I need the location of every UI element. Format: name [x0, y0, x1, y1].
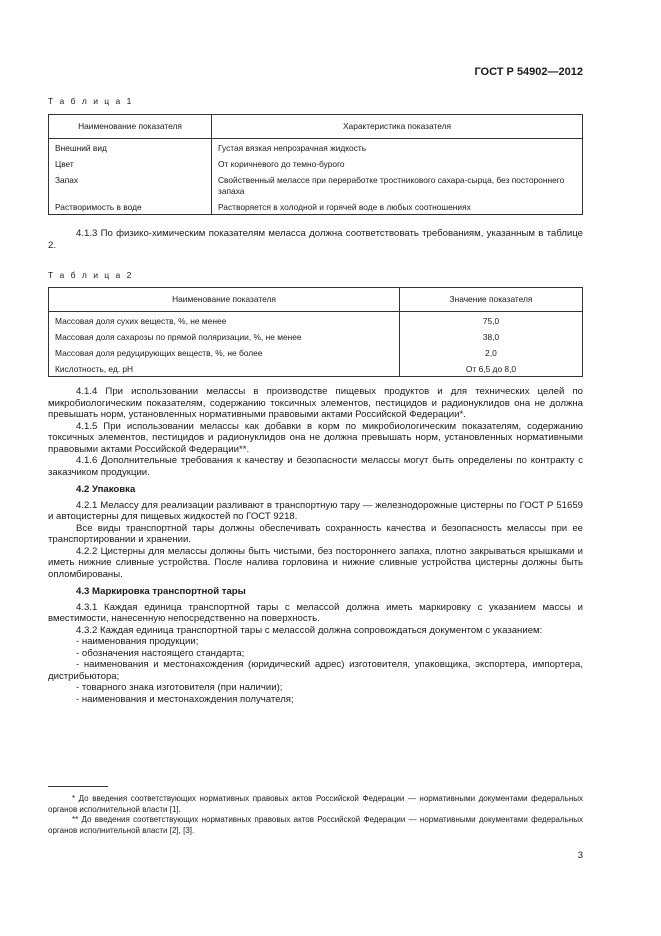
table2-cell: Массовая доля редуцирующих веществ, %, не более — [49, 344, 400, 360]
page-number: 3 — [577, 850, 583, 861]
table1-cell: Запах — [49, 171, 212, 198]
paragraph-4-2-1: 4.2.1 Мелассу для реализации разливают в транспортную тару — железнодорожные цистерны по ГОСТ Р 51659 и автоцистерны для пищевых жидкостей по ГОСТ 9218. — [48, 499, 583, 522]
paragraph-4-1-4: 4.1.4 При использовании мелассы в производстве пищевых продуктов и для технических целей по микробиологическим показателям, содержанию токсичных элементов, пестицидов и радионуклидов она не должна превышать норм, установленных нормативными правовыми актами Российской Федерации*. — [48, 386, 583, 420]
paragraph-4-2-2: 4.2.2 Цистерны для мелассы должны быть чистыми, без постороннего запаха, плотно закрываться крышками и иметь нижние сливные устройства. После налива горловина и нижние сливные устройства цистерны должны быть опломбированы. — [48, 545, 583, 580]
paragraph-4-1-5: 4.1.5 При использовании мелассы как добавки в корм по микробиологическим показателям, содержанию токсичных элементов, пестицидов и радионуклидов она не должна превышать норм, установленных нормативными правовыми актами Российской Федерации**. — [48, 420, 583, 455]
table1-cell: Растворяется в холодной и горячей воде в любых соотношениях — [212, 198, 583, 215]
table1-cell: Внешний вид — [49, 139, 212, 156]
table1-cell: Цвет — [49, 155, 212, 171]
section-4-2-heading: 4.2 Упаковка — [76, 484, 136, 495]
table1 — [48, 114, 583, 215]
footnote: * До введения соответствующих нормативных правовых актов Российской Федерации — нормативными документами федеральных органов исполнительной власти [1]. — [48, 794, 583, 814]
table2 — [48, 287, 583, 377]
table1-caption: Т а б л и ц а 1 — [48, 96, 134, 106]
table-row — [49, 360, 583, 377]
table2-header-value: Значение показателя — [400, 288, 583, 312]
table2-cell: От 6,5 до 8,0 — [400, 360, 583, 377]
table2-caption: Т а б л и ц а 2 — [48, 270, 134, 280]
standard-header: ГОСТ Р 54902—2012 — [474, 66, 583, 78]
table-row — [49, 328, 583, 344]
table-row — [49, 171, 583, 198]
table2-cell: 75,0 — [400, 312, 583, 329]
table2-cell: Массовая доля сухих веществ, %, не менее — [49, 312, 400, 329]
table-row — [49, 344, 583, 360]
footnotes — [48, 794, 583, 836]
requirements-list — [48, 636, 583, 705]
list-item: - обозначения настоящего стандарта; — [76, 647, 245, 659]
table-row — [49, 312, 583, 329]
table2-cell: 38,0 — [400, 328, 583, 344]
footnote: ** До введения соответствующих нормативных правовых актов Российской Федерации — нормативными документами федеральных органов исполнительной власти [2], [3]. — [48, 815, 583, 835]
list-item: - наименования и местонахождения (юридический адрес) изготовителя, упаковщика, экспортера, импортера, дистрибьютора; — [48, 659, 583, 682]
section-4-3-heading: 4.3 Маркировка транспортной тары — [76, 586, 246, 597]
paragraph-4-3-2: 4.3.2 Каждая единица транспортной тары с мелассой должна сопровождаться документом с указанием: — [76, 624, 543, 636]
list-item: - наименования и местонахождения получателя; — [76, 693, 294, 705]
table2-cell: 2,0 — [400, 344, 583, 360]
table1-header-name: Наименование показателя — [49, 115, 212, 139]
table1-cell: Густая вязкая непрозрачная жидкость — [212, 139, 583, 156]
table2-header-name: Наименование показателя — [49, 288, 400, 312]
table1-cell: Свойственный мелассе при переработке тростникового сахара-сырца, без постороннего запаха — [212, 171, 583, 198]
table-row — [49, 139, 583, 156]
table-row — [49, 198, 583, 215]
table2-cell: Массовая доля сахарозы по прямой поляризации, %, не менее — [49, 328, 400, 344]
list-item: - наименования продукции; — [76, 636, 199, 647]
table1-cell: От коричневого до темно-бурого — [212, 155, 583, 171]
body-text — [48, 386, 583, 705]
list-item: - товарного знака изготовителя (при наличии); — [76, 682, 283, 693]
table1-header-value: Характеристика показателя — [212, 115, 583, 139]
table2-cell: Кислотность, ед. рН — [49, 360, 400, 377]
paragraph-4-3-1: 4.3.1 Каждая единица транспортной тары с мелассой должна иметь маркировку с указанием массы и вместимости, нанесенную непосредственно на поверхность. — [48, 601, 583, 624]
table-row — [49, 155, 583, 171]
table1-cell: Растворимость в воде — [49, 198, 212, 215]
paragraph-4-1-6: 4.1.6 Дополнительные требования к качеству и безопасности мелассы могут быть определены по контракту с заказчиком продукции. — [48, 455, 583, 478]
paragraph-4-2-1-b: Все виды транспортной тары должны обеспечивать сохранность качества и безопасность мелассы при ее транспортировании и хранении. — [48, 522, 583, 545]
paragraph-text: 4.1.3 По физико-химическим показателям меласса должна соответствовать требованиям, указанным в таблице 2. — [48, 228, 583, 251]
paragraph-4-1-3 — [48, 228, 583, 251]
footnote-divider — [48, 786, 108, 787]
